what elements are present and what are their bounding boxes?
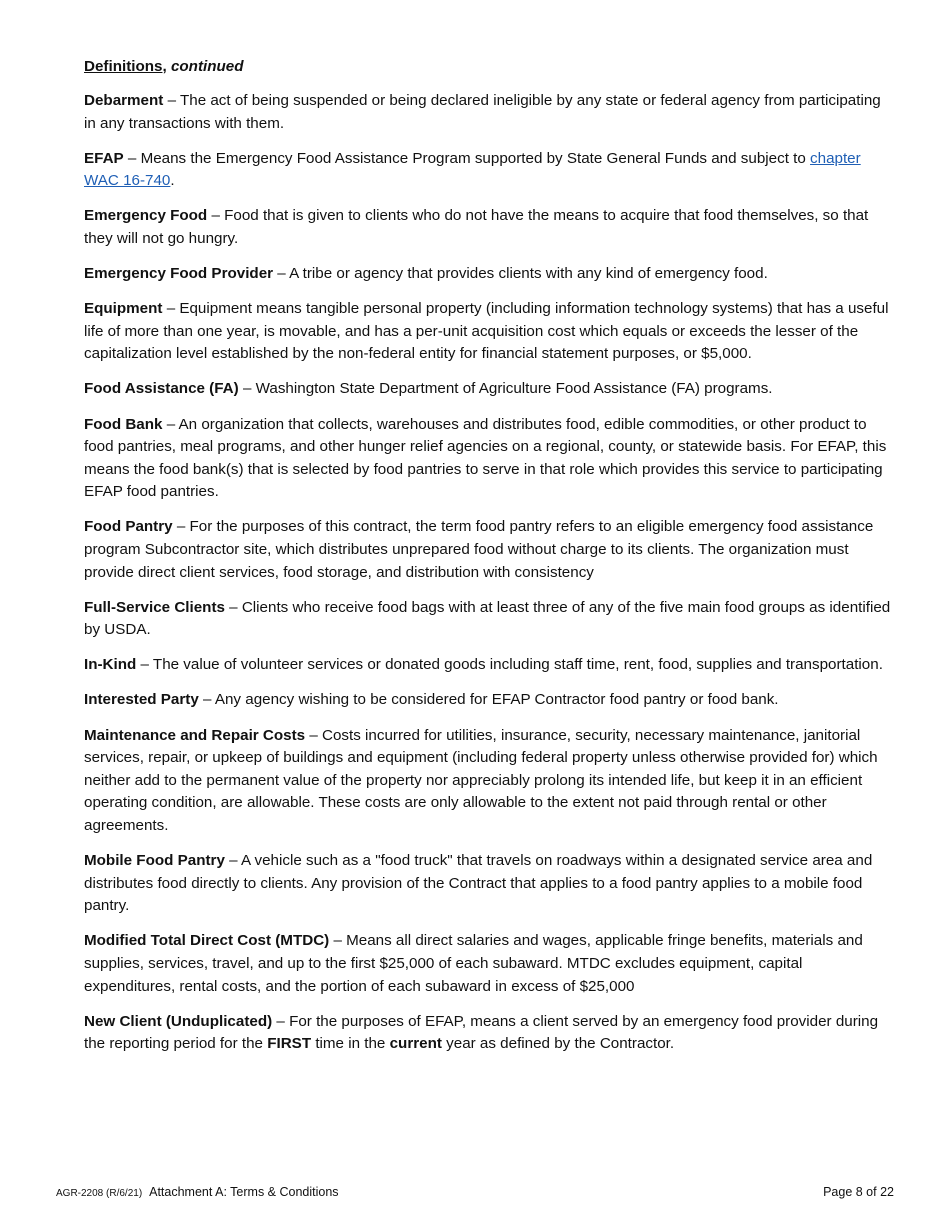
- definition-text: For the purposes of this contract, the term food pantry refers to an eligible emergency food assistance program Subcontractor site, which distributes unprepared food without charge to its clients. The organization must provide direct client services, food storage, and distribution with consistency: [84, 518, 874, 581]
- definition-efap: [84, 148, 896, 193]
- definition-interested-party: [84, 689, 896, 712]
- definition-food-bank: [84, 414, 896, 504]
- definition-maintenance-repair-costs: [84, 725, 896, 838]
- page-number: Page 8 of 22: [823, 1185, 894, 1199]
- emphasis-first: FIRST: [267, 1035, 312, 1053]
- document-body: [84, 56, 896, 1068]
- definition-text: The value of volunteer services or donated goods including staff time, rent, food, supplies and transportation.: [152, 656, 883, 674]
- separator: –: [273, 265, 290, 283]
- term: Modified Total Direct Cost (MTDC): [84, 932, 330, 950]
- definition-emergency-food-provider: [84, 263, 896, 286]
- separator: –: [198, 691, 215, 709]
- emphasis-current: current: [389, 1035, 442, 1053]
- definition-text: Equipment means tangible personal property (including information technology systems) that has a useful life of more than one year, is movable, and has a per-unit acquisition cost which equals or exceeds the lesser of the capitalization level established by the non-federal entity for financial statement purposes, or $5,000.: [84, 300, 889, 363]
- separator: –: [172, 518, 190, 536]
- definition-text: Means all direct salaries and wages, applicable fringe benefits, materials and supplies, services, travel, and up to the first $25,000 of each subaward. MTDC excludes equipment, capital expenditures, rental costs, and the portion of each subaward in excess of $25,000: [84, 932, 863, 995]
- heading-definitions: Definitions: [84, 58, 163, 75]
- term: Food Assistance (FA): [84, 380, 239, 398]
- separator: –: [123, 149, 141, 167]
- definition-text: For the purposes of EFAP, means a client served by an emergency food provider during the reporting period for the: [84, 1012, 879, 1053]
- definition-in-kind: [84, 654, 896, 677]
- term: Emergency Food Provider: [84, 265, 274, 283]
- definition-new-client: [84, 1011, 896, 1056]
- definition-text: Means the Emergency Food Assistance Program supported by State General Funds and subject to: [140, 149, 811, 167]
- definition-full-service-clients: [84, 597, 896, 642]
- attachment-title: Attachment A: Terms & Conditions: [149, 1185, 339, 1199]
- separator: –: [329, 932, 347, 950]
- definition-text: Washington State Department of Agriculture Food Assistance (FA) programs.: [255, 380, 773, 398]
- term: Full-Service Clients: [84, 598, 225, 616]
- separator: –: [162, 415, 179, 433]
- definition-emergency-food: [84, 205, 896, 250]
- separator: –: [136, 656, 153, 674]
- footer-left: [56, 1185, 339, 1199]
- definition-mobile-food-pantry: [84, 850, 896, 918]
- term: Maintenance and Repair Costs: [84, 726, 306, 744]
- definition-text: A tribe or agency that provides clients with any kind of emergency food.: [289, 265, 768, 283]
- term: EFAP: [84, 149, 124, 167]
- definition-text: Any agency wishing to be considered for EFAP Contractor food pantry or food bank.: [214, 691, 779, 709]
- term: Equipment: [84, 300, 163, 318]
- definition-text: Costs incurred for utilities, insurance, security, necessary maintenance, janitorial services, repair, or upkeep of buildings and equipment (including federal property unless otherwise provided for) which neither add to the permanent value of the property nor appreciably prolong its intended life, but keep it in an efficient operating condition, are allowable. These costs are only allowable to the extent not paid through rental or other agreements.: [84, 726, 878, 834]
- definition-text: Clients who receive food bags with at least three of any of the five main food groups as identified by USDA.: [84, 598, 891, 639]
- definition-text: A vehicle such as a "food truck" that travels on roadways within a designated service area and distributes food directly to clients. Any provision of the Contract that applies to a food pantry applies to a mobile food pantry.: [84, 852, 873, 915]
- separator: –: [272, 1012, 290, 1030]
- term: Food Bank: [84, 415, 163, 433]
- heading-comma: ,: [162, 58, 167, 75]
- term: In-Kind: [84, 656, 137, 674]
- form-code: AGR-2208 (R/6/21): [56, 1188, 143, 1199]
- term: Interested Party: [84, 691, 199, 709]
- definition-text-end: .: [170, 172, 175, 190]
- separator: –: [224, 598, 242, 616]
- definition-food-assistance: [84, 378, 896, 401]
- separator: –: [224, 852, 241, 870]
- definition-text: An organization that collects, warehouses and distributes food, edible commodities, or other product to food pantries, meal programs, and other hunger relief agencies on a regional, county, or statewide basis. For EFAP, this means the food bank(s) that is selected by food pantries to serve in that role which provides this service to participating EFAP food pantries.: [84, 415, 887, 501]
- separator: –: [162, 300, 180, 318]
- definition-text: The act of being suspended or being declared ineligible by any state or federal agency from participating in any transactions with them.: [84, 92, 881, 132]
- definition-text: year as defined by the Contractor.: [441, 1035, 675, 1053]
- definition-debarment: [84, 90, 896, 135]
- term: Emergency Food: [84, 207, 208, 225]
- separator: –: [238, 380, 256, 398]
- section-heading: [84, 56, 896, 78]
- term: Debarment: [84, 92, 164, 109]
- definition-text: Food that is given to clients who do not have the means to acquire that food themselves, so that they will not go hungry.: [84, 207, 869, 247]
- definition-text: time in the: [311, 1035, 390, 1053]
- definition-food-pantry: [84, 516, 896, 584]
- term: New Client (Unduplicated): [84, 1012, 273, 1030]
- wac-chapter-link[interactable]: chapter WAC 16-740: [84, 149, 861, 190]
- term: Food Pantry: [84, 518, 173, 536]
- separator: –: [207, 207, 225, 225]
- page-footer: [56, 1185, 894, 1199]
- definition-mtdc: [84, 930, 896, 998]
- term: Mobile Food Pantry: [84, 852, 225, 870]
- separator: –: [163, 92, 180, 109]
- separator: –: [305, 726, 323, 744]
- heading-continued: continued: [170, 58, 244, 75]
- definition-equipment: [84, 298, 896, 366]
